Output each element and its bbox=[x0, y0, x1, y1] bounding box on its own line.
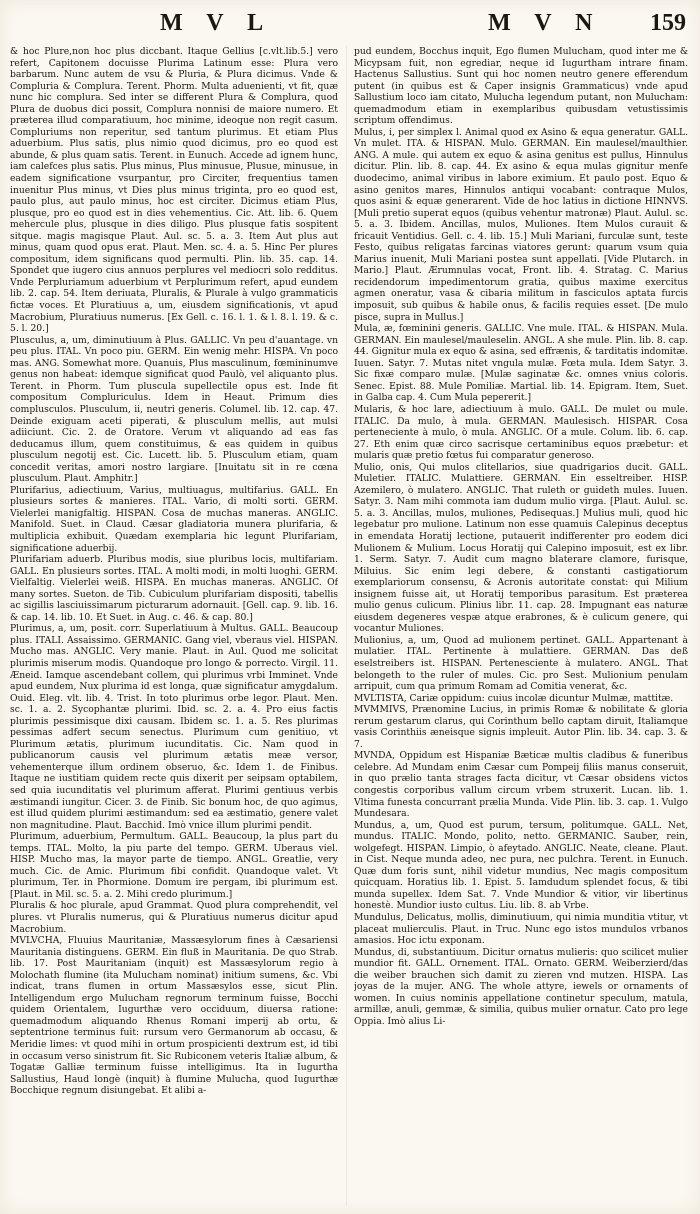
entry-mula: Mula, æ, fœminini generis. GALLIC. Vne mule. ITAL. & HISPAN. Mula. GERMAN. Ein maulesel/mauleselin. ANGL. A she mule. Plin. lib. 8. cap. 44. Gignitur mula ex equo & asina, sed effrænis, & tarditatis indomitæ. Iuuen. Satyr. 7. Mutas nitet vngula mulæ. Fœta mula. Idem Satyr. 3. Sic fixæ comparo mulæ. [Mulæ saginatæ &c. omnes vnius coloris. Senec. Epist. 88. Mule Pomiliæ. Martial. lib. 14. Epigram. Item, Suet. in Galba cap. 4. Cum Mula pepererit.] bbox=[354, 323, 688, 404]
page-header bbox=[0, 8, 700, 42]
left-running-head: M V L bbox=[160, 10, 273, 36]
column-gutter bbox=[346, 46, 347, 1206]
entry-multista: MVLTISTA, Cariæ oppidum: cuius incolæ dicuntur Mulmæ, mattitæ. bbox=[354, 692, 674, 704]
entry-mulus: Mulus, i, per simplex l. Animal quod ex Asino & equa generatur. GALL. Vn mulet. ITA. & HISPAN. Mulo. GERMAN. Ein maulesel/maulthier. ANG. A mule. qui autem ex equo & asina genitus est pullus, Hinnulus dicitur. Plin. lib. 8. cap. 44. Ex asino & equa mulas gignitur menfe duodecimo, animal viribus in labore eximium. Et paulo post. Equo & asino genitos mares, Hinnulos antiqui vocabant: contraque Mulos, quos asini & equæ generarent. Vide de hoc latius in dictione HINNVS. [Muli pretio superat equos (quibus vehentur matronæ) Plaut. Aulul. sc. 5. a. 3. Ibidem. Ancillas, mulos, Muliones. Item Mulos curauit & fricauit Ventidius. Gell. c. 4. lib. 15.] Muli Mariani, furculæ sunt, teste Festo, quibus religatas farcinas viatores gerunt: quarum vsum quia Marius inuenit, Muli Mariani postea sunt appellati. [Vide Plutarch. in Mario.] Plaut. Ærumnulas vocat, Front. lib. 4. Stratag. C. Marius recidendorum impedimentorum gratia, quibus maxime exercitus agmen oneratur, vasa & cibaria militum in fasciculos aptata furcis imposuit, sub quibus & habile onus, & facilis requies esset. [De mulo pisce, supra in Mullus.] bbox=[354, 126, 688, 323]
entry-plusculus: Plusculus, a, um, diminutiuum à Plus. GALLIC. Vn peu d'auantage. vn peu plus. ITAL. Vn poco piu. GERM. Ein wenig mehr. HISPA. Vn poco mas. ANG. Somewhat more. Quanuis, Plus masculinum, fœmininumve genus non habeat: idemque significat quod Paulò, vel aliquanto plus. Terent. in Phorm. Tum pluscula supellectile opus est. Inde fit compositum Compluriculus. Idem in Heaut. Primum dies complusculos. Plusculum, ii, neutri generis. Columel. lib. 12. cap. 47. Deinde exiguam aceti piperati, & plusculum mellis, aut mulsi adiiciunt. Cic. 2. de Oratore. Verum vt aliquando ad eas fas deducamus illum, quem constituimus, & eas quidem in quibus plusculum negotij est. Cic. Lucett. lib. 5. Plusculum etiam, quam concedit veritas, amori nostro largiare. [Inuitatu sit in re cœna plusculum. Plaut. Amphitr.] bbox=[10, 334, 338, 485]
entry-plurimus: Plurimus, a, um, posit. corr. Superlatiuum à Multus. GALL. Beaucoup plus. ITALI. Assaissimo. GERMANIC. Gang viel, vberaus viel. HISPAN. Mucho mas. ANGLIC. Very manie. Plaut. in Aul. Quod me solicitat plurimis miserum modis. Quandoque pro longo & porrecto. Virgil. 11. Æneid. Iamque ascendebant collem, qui plurimus vrbi Imminet. Vnde apud eundem, Nux plurima id est longa, quæ significatur amygdalum. Ouid. Eleg. vlt. lib. 4. Trist. In toto plurimus orbe legor. Plaut. Men. sc. 1. a. 2. Sycophantæ plurimi. Ibid. sc. 2. a. 4. Pro eius factis plurimis pessimisque dixi causam. Ibidem sc. 1. a. 5. Res plurimas pessimas adfert secum senectus. Plurimum cum genitiuo, vt Plurimum ætatis, plurimum iucunditatis. Cic. Nam quod in publicanorum causis vel plurimum ætatis meæ versor, vehementerque illum ordinem obseruo, &c. Idem 1. de Finibus. Itaque ne iustitiam quidem recte quis dixerit per seipsam optabilem, sed quia iucunditatis vel plurimum afferat. Plurimi gentiuus verbis æstimandi iungitur. Cicer. 3. de Finib. Sic bonum hoc, de quo agimus, est illud quidem plurimi æstimandum: sed ea æstimatio, genere valet non magnitudine. Plaut. Bacchid. Imò vnice illum plurimi pendit. bbox=[10, 623, 338, 831]
left-column bbox=[10, 46, 338, 1206]
entry-mundus-adj: Mundus, a, um, Quod est purum, tersum, politumque. GALL. Net, mundus. ITALIC. Mondo, polito, netto. GERMANIC. Sauber, rein, wolgefegt. HISPAN. Limpio, ò afeytado. ANGLIC. Neate, cleane. Plaut. in Cist. Neque munda adeo, nec pura, nec pulchra. Terent. in Eunuch. Quæ dum foris sunt, nihil videtur mundius, Nec magis compositum quicquam. Horatius lib. 1. Epist. 5. Iamdudum splendet focus, & tibi munda supellex. Idem Sat. 7. Vnde Mundior & vitior, vir libertinus honestè. Mundior iusto cultus. Liu. lib. 8. ab Vrbe. bbox=[354, 819, 688, 912]
entry-mulucha-cont: pud eundem, Bocchus inquit, Ego flumen Mulucham, quod inter me & Micypsam fuit, non egrediar, neque id Iugurtham intrare finam. Hactenus Sallustius. Sunt qui hoc nomen neutro genere efferendum putent (in quibus est & Caper insignis Grammaticus) vnde apud Sallustium loco iam citato, Mulucha legendum putant, non Mulucham: quemadmodum etiam in exemplaribus quibusdam vetustissimis scriptum offendimus. bbox=[354, 46, 688, 127]
entry-plurifariam: Plurifariam aduerb. Pluribus modis, siue pluribus locis, multifariam. GALL. En plusieurs sortes. ITAL. A molti modi, in molti luoghi. GERM. Vielfaltig. Vielerlei weiß. HISPA. En muchas maneras. ANGLIC. Of many sortes. Sueton. de Tib. Cubiculum plurifariam dispositi, tabellis ac sigillis lasciuissimarum picturarum adornauit. [Gell. cap. 9. lib. 16. & cap. 14. lib. 10. Et Suet. in Aug. c. 46. & cap. 80.] bbox=[10, 554, 338, 623]
entry-plurimum: Plurimum, aduerbium, Permultum. GALL. Beaucoup, la plus part du temps. ITAL. Molto, la piu parte del tempo. GERM. Uberaus viel. HISP. Mucho mas, la mayor parte de tiempo. ANGL. Greatlie, very much. Cic. de Amic. Plurimum fibi confidit. Quandoque valet. Vt plurimum, Ter. in Phormione. Domum ire pergam, ibi plurimum est. [Plaut. in Mil. sc. 5. a. 2. Mihi credo plurimum.] bbox=[10, 831, 338, 900]
entry-mundulus: Mundulus, Delicatus, mollis, diminutiuum, qui nimia munditia vtitur, vt placeat mulierculis. Plaut. in Truc. Nunc ego istos mundulos vrbanos amasios. Hoc ictu exponam. bbox=[354, 912, 688, 947]
entry-plurifarius: Plurifarius, adiectiuum, Varius, multiuagus, multifarius. GALL. En plusieurs sortes & manieres. ITAL. Vario, di molti sorti. GERM. Vielerlei manigfaltig. HISPAN. Cosa de muchas maneras. ANGLIC. Manifold. Suet. in Claud. Cæsar gladiatoria munera plurifaria, & multiplicia exhibuit. Quædam exemplaria hic legunt Plurifariam, significatione aduerbij. bbox=[10, 484, 338, 554]
entry-mulucha: MVLVCHA, Fluuius Mauritaniæ, Massæsylorum fines à Cæsariensi Mauritania distinguens. GERM. Ein fluß in Mauritania. De quo Strab. lib. 17. Post Mauritaniam (inquit) est Massæsylorum regio à Molochath flumine (ita Mulucham nominat) initium sumens, &c. Vbi indicat, trans flumen in ortum Massæsylos esse, sicut Plin. Intelligendum ergo Mulucham regnorum terminum fuisse, Bocchi quidem Orientalem, Iugurthæ vero occiduum, diuersa ratione: quemadmodum aliquando Rhenus Romani imperij ab ortu, & septentrione terminus fuit: rursum vero Germanorum ab occasu, & Meridie limes: vt quod mihi in ortum prospicienti dextrum est, id tibi in occasum verso sinistrum fit. Sic Rubiconem veteris Italiæ album, & Togatæ Galliæ terminum fuisse intelligimus. Ita in Iugurtha Sallustius, Haud longè (inquit) à flumine Mulucha, quod Iugurthæ Bocchique regnum disiungebat. Et alibi a- bbox=[10, 935, 338, 1097]
entry-munda: MVNDA, Oppidum est Hispaniæ Bæticæ multis cladibus & funeribus celebre. Ad Mundam enim Cæsar cum Pompeij filiis manus conseruit, in quo prælio tanta strages facta dicitur, vt Cæsar obsidens victos congestis corporibus vallum circum vrbem struxerit. Lucan. lib. 1. Vltima funesta concurrant prælia Munda. Vide Plin. lib. 3. cap. 1. Vulgo Mundesara. bbox=[354, 750, 688, 820]
entry-mularis: Mularis, & hoc lare, adiectiuum à mulo. GALL. De mulet ou mule. ITALIC. Da mulo, à mula. GERMAN. Maulesisch. HISPAR. Cosa perteneciente à mulo, ò mula. ANGLIC. Of a mule. Colum. lib. 6. cap. 27. Eth enim quæ circo sacrisque certaminibus equos præbetur: et mularis quæ pretio fœtus fui comparatur generoso. bbox=[354, 403, 688, 462]
right-running-head: M V N bbox=[488, 10, 602, 36]
page-number: 159 bbox=[650, 10, 686, 36]
entry-plure: & hoc Plure,non hoc plus diccbant. Itaque Gellius [c.vlt.lib.5.] vero refert, Capitonem docuisse Plurima Latinum esse: Plura vero barbarum. Nunc autem de vsu & Pluria, & Plura dicimus. Vnde & Compluria & Complura. Terent. Phorm. Multa aduenienti, vt fit, quæ nunc hic complura. Sed inter se different Plura & Complura, quod Plura de duobus dici possit, Complura nonnisi de maiore numero. Et præterea illud comparatiuum, hoc minime, ideoque non regit casum. Compluriums non reperitur, sed tantum plurimus. Et etiam Plus aduerbium. Plus satis, plus nimio quod dicimus, pro eo quod est abunde, & plus quam satis. Terent. in Eunuch. Accede ad ignem hunc, iam calefces plus satis. Plus minus, Plus minusue, Plusue, minusue, in eadem significatione vsurpantur, pro Circiter, frequentius tamen inuenitur Plus minus, vt Dies plus minus triginta, pro eo quod est, paulo plus, aut paulo minus, hoc est circiter. Dicimus etiam Plus, plusque, pro eo quod est in dies vehementius. Cic. Att. lib. 6. Quem mehercule plus, plusque in dies diligo. Plus plusque fatis sospitent sitque. magis magisque Plaut. Aul. sc. 5. a. 3. Item Aut plus aut minus, quam quod opus erat. Plaut. Men. sc. 4. a. 5. Hinc Per plures compositum, idem significans quod permulti. Plin. lib. 35. cap. 14. Spondet que iugero cius annuos perplures vel mediocri solo redditus. Vnde Perpluriamum aduerbium vt Perplurimum refert, apud eundem lib. 2. cap. 54. Item deriuata, Pluralis, & Plurale à vulgo grammaticis fictæ voces. Et Pluratiuus a, um, eiusdem significationis, vt apud Macrobium, Pluratiuus numerus. [Ex Gell. c. 16. l. 1. & l. 8. l. 19. & c. 5. l. 20.] bbox=[10, 46, 338, 335]
entry-mummius: MVMMIVS, Prænomine Lucius, in primis Romæ & nobilitate & gloria rerum gestarum clarus, qui Corinthum bello captam diruit, Italiamque vasis Corinthiis æneisque signis impleuit. Autor Plin. lib. 34. cap. 3. & 7. bbox=[354, 704, 688, 750]
entry-mulionius: Mulionius, a, um, Quod ad mulionem pertinet. GALL. Appartenant à mulatier. ITAL. Pertinente à mulattiere. GERMAN. Das deß eselstreibers ist. HISPAN. Pertenesciente à mulatero. ANGL. That belongeth to the ruler of mules. Cic. pro Sest. Mulionium penulam arripuit, cum qua primum Romam ad Comitia venerat, &c. bbox=[354, 634, 688, 693]
right-column bbox=[354, 46, 688, 1206]
entry-mulio: Mulio, onis, Qui mulos clitellarios, siue quadrigarios ducit. GALL. Muletier. ITALIC. Mulattiere. GERMAN. Ein esseltreiber. HISP. Azemilero, ò mulatero. ANGLIC. That ruleth or guideth mules. Iuuen. Satyr. 3. Nam mihi commota iam dudum mulio virga. [Plaut. Aulul. sc. 5. a. 3. Ancillas, mulos, muliones, Pedisequas.] Mulius muli, quod hic legebatur pro mulione. Latinum non esse quamuis Calepinus deceptus in emendata Horatij lectione, putauerit indifferenter pro eodem dici Mulionem & Mulium. Locus Horatij qui Calepino imposuit, est ex libr. 1. Serm. Satyr. 7. Audit cum magno blaterare clamore, furisque, Miluius. Sic enim legi debere, & constanti castigatiorum exemplariorum consensu, & Acronis autoritate constat: qui Milium insignem fuisse ait, ut Horatij temporibus parasitum. Est præterea mulio genus culicum. Plinius libr. 11. cap. 28. Impugnant eas naturæ eiusdem degeneres vespæ atque erabrones, & è culicum genere, qui vocantur Muliones. bbox=[354, 461, 688, 635]
entry-pluralis: Pluralis & hoc plurale, apud Grammat. Quod plura comprehendit, vel plures. vt Pluralis numerus, qui & Pluratiuus numerus dicitur apud Macrobium. bbox=[10, 900, 338, 935]
entry-mundus-noun: Mundus, di, substantiuum. Dicitur ornatus mulieris: quo scilicet mulier mundior fit. GALL. Ornement. ITAL. Ornato. GERM. Weiberzierd/das die weiber brauchen sich damit zu zieren vnd mutzen. HISPA. Las joyas de la mujer. ANG. The whole attyre, iewels or ornaments of women. In cuius nominis appellatione continetur speculum, matula, armillæ, anuli, gemmæ, & similia, quibus mulier ornatur. Cato pro lege Oppia. Imò alius Li- bbox=[354, 946, 688, 1027]
